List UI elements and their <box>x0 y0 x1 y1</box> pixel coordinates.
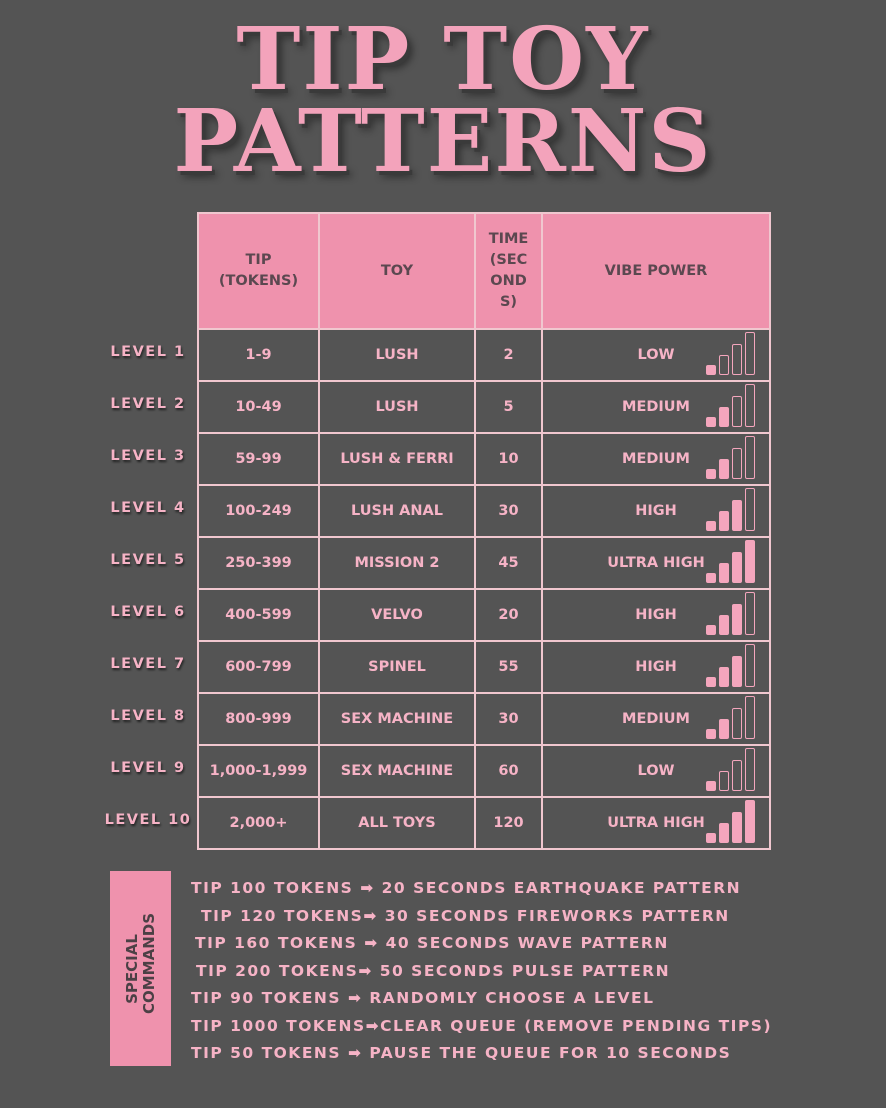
cell-tip: 1,000-1,999 <box>198 745 319 797</box>
signal-bars-icon <box>706 384 755 427</box>
cell-tip: 100-249 <box>198 485 319 537</box>
cell-toy: VELVO <box>319 589 475 641</box>
cell-vibe <box>542 485 770 537</box>
cell-toy: SEX MACHINE <box>319 693 475 745</box>
signal-bar <box>706 521 716 531</box>
cell-vibe <box>542 329 770 381</box>
cell-vibe <box>542 693 770 745</box>
cell-vibe <box>542 537 770 589</box>
table-row <box>198 329 770 381</box>
signal-bars-icon <box>706 644 755 687</box>
table-row <box>198 537 770 589</box>
special-command: TIP 200 TOKENS➡ 50 SECONDS PULSE PATTERN <box>196 961 671 980</box>
signal-bar <box>732 656 742 687</box>
signal-bar <box>706 469 716 479</box>
vibe-label: LOW <box>637 763 675 779</box>
cell-time: 30 <box>475 693 542 745</box>
cell-vibe <box>542 589 770 641</box>
cell-vibe <box>542 381 770 433</box>
signal-bar <box>732 448 742 479</box>
title-line-1: TIP TOY <box>236 9 650 110</box>
level-label: LEVEL 1 <box>110 344 186 360</box>
special-command: TIP 50 TOKENS ➡ PAUSE THE QUEUE FOR 10 SECONDS <box>191 1044 732 1062</box>
header-toy: TOY <box>319 213 475 329</box>
cell-tip: 400-599 <box>198 589 319 641</box>
signal-bar <box>732 396 742 427</box>
special-command: TIP 120 TOKENS➡ 30 SECONDS FIREWORKS PATTERN <box>201 906 730 925</box>
special-command: TIP 90 TOKENS ➡ RANDOMLY CHOOSE A LEVEL <box>191 989 655 1007</box>
cell-toy: LUSH & FERRI <box>319 433 475 485</box>
table-row <box>198 693 770 745</box>
signal-bars-icon <box>706 592 755 635</box>
cell-tip: 600-799 <box>198 641 319 693</box>
special-commands-label-box <box>110 871 171 1066</box>
cell-tip: 1-9 <box>198 329 319 381</box>
signal-bar <box>719 563 729 583</box>
cell-tip: 10-49 <box>198 381 319 433</box>
level-label: LEVEL 7 <box>110 656 186 672</box>
signal-bar <box>732 760 742 791</box>
cell-time: 20 <box>475 589 542 641</box>
cell-vibe <box>542 745 770 797</box>
vibe-label: LOW <box>637 347 675 363</box>
signal-bar <box>745 436 755 479</box>
cell-tip: 250-399 <box>198 537 319 589</box>
table-row <box>198 641 770 693</box>
cell-vibe <box>542 797 770 849</box>
cell-toy: SPINEL <box>319 641 475 693</box>
level-label: LEVEL 3 <box>110 448 186 464</box>
cell-time: 55 <box>475 641 542 693</box>
header-vibe: VIBE POWER <box>542 213 770 329</box>
cell-time: 120 <box>475 797 542 849</box>
signal-bar <box>732 344 742 375</box>
vibe-label: ULTRA HIGH <box>607 815 705 831</box>
tip-table <box>197 212 771 850</box>
vibe-label: MEDIUM <box>622 451 690 467</box>
cell-toy: SEX MACHINE <box>319 745 475 797</box>
cell-toy: LUSH ANAL <box>319 485 475 537</box>
table-header-row <box>198 213 770 329</box>
signal-bar <box>745 644 755 687</box>
vibe-label: MEDIUM <box>622 711 690 727</box>
signal-bar <box>706 781 716 791</box>
signal-bars-icon <box>706 748 755 791</box>
signal-bars-icon <box>706 436 755 479</box>
cell-toy: LUSH <box>319 381 475 433</box>
level-label: LEVEL 9 <box>110 760 186 776</box>
signal-bars-icon <box>706 696 755 739</box>
signal-bar <box>745 488 755 531</box>
signal-bar <box>745 592 755 635</box>
signal-bar <box>706 833 716 843</box>
special-command: TIP 1000 TOKENS➡CLEAR QUEUE (REMOVE PENDING TIPS) <box>191 1016 773 1035</box>
title-line-2: PATTERNS <box>173 91 713 192</box>
vibe-label: HIGH <box>635 503 677 519</box>
signal-bar <box>745 696 755 739</box>
cell-tip: 800-999 <box>198 693 319 745</box>
signal-bar <box>719 719 729 739</box>
table-row <box>198 797 770 849</box>
cell-time: 45 <box>475 537 542 589</box>
signal-bar <box>719 615 729 635</box>
cell-vibe <box>542 433 770 485</box>
signal-bar <box>719 771 729 791</box>
signal-bar <box>745 748 755 791</box>
cell-time: 60 <box>475 745 542 797</box>
table-row <box>198 745 770 797</box>
cell-time: 10 <box>475 433 542 485</box>
level-label: LEVEL 8 <box>110 708 186 724</box>
table-row <box>198 485 770 537</box>
signal-bar <box>732 500 742 531</box>
signal-bar <box>732 552 742 583</box>
signal-bar <box>745 384 755 427</box>
signal-bar <box>719 459 729 479</box>
cell-time: 5 <box>475 381 542 433</box>
signal-bar <box>745 540 755 583</box>
level-label: LEVEL 4 <box>110 500 186 516</box>
vibe-label: HIGH <box>635 659 677 675</box>
signal-bar <box>745 800 755 843</box>
signal-bar <box>732 604 742 635</box>
special-command: TIP 160 TOKENS ➡ 40 SECONDS WAVE PATTERN <box>195 934 669 952</box>
header-time: TIME (SECONDS) <box>475 213 542 329</box>
signal-bar <box>732 812 742 843</box>
signal-bar <box>706 677 716 687</box>
signal-bar <box>706 417 716 427</box>
cell-toy: MISSION 2 <box>319 537 475 589</box>
cell-time: 30 <box>475 485 542 537</box>
signal-bar <box>732 708 742 739</box>
level-label: LEVEL 6 <box>110 604 186 620</box>
cell-vibe <box>542 641 770 693</box>
signal-bar <box>719 667 729 687</box>
cell-tip: 2,000+ <box>198 797 319 849</box>
signal-bar <box>745 332 755 375</box>
table-row <box>198 589 770 641</box>
signal-bar <box>719 407 729 427</box>
level-label: LEVEL 5 <box>110 552 186 568</box>
special-commands-label: SPECIAL COMMANDS <box>122 912 158 1014</box>
signal-bar <box>719 511 729 531</box>
signal-bars-icon <box>706 332 755 375</box>
cell-time: 2 <box>475 329 542 381</box>
signal-bar <box>706 573 716 583</box>
cell-toy: LUSH <box>319 329 475 381</box>
signal-bar <box>719 823 729 843</box>
level-label: LEVEL 10 <box>104 812 192 828</box>
table-row <box>198 381 770 433</box>
cell-toy: ALL TOYS <box>319 797 475 849</box>
vibe-label: HIGH <box>635 607 677 623</box>
table-row <box>198 433 770 485</box>
header-tip: TIP (TOKENS) <box>198 213 319 329</box>
vibe-label: ULTRA HIGH <box>607 555 705 571</box>
signal-bars-icon <box>706 488 755 531</box>
level-label: LEVEL 2 <box>110 396 186 412</box>
cell-tip: 59-99 <box>198 433 319 485</box>
special-command: TIP 100 TOKENS ➡ 20 SECONDS EARTHQUAKE PATTERN <box>191 879 742 897</box>
signal-bars-icon <box>706 540 755 583</box>
signal-bar <box>719 355 729 375</box>
vibe-label: MEDIUM <box>622 399 690 415</box>
signal-bars-icon <box>706 800 755 843</box>
signal-bar <box>706 365 716 375</box>
signal-bar <box>706 729 716 739</box>
signal-bar <box>706 625 716 635</box>
